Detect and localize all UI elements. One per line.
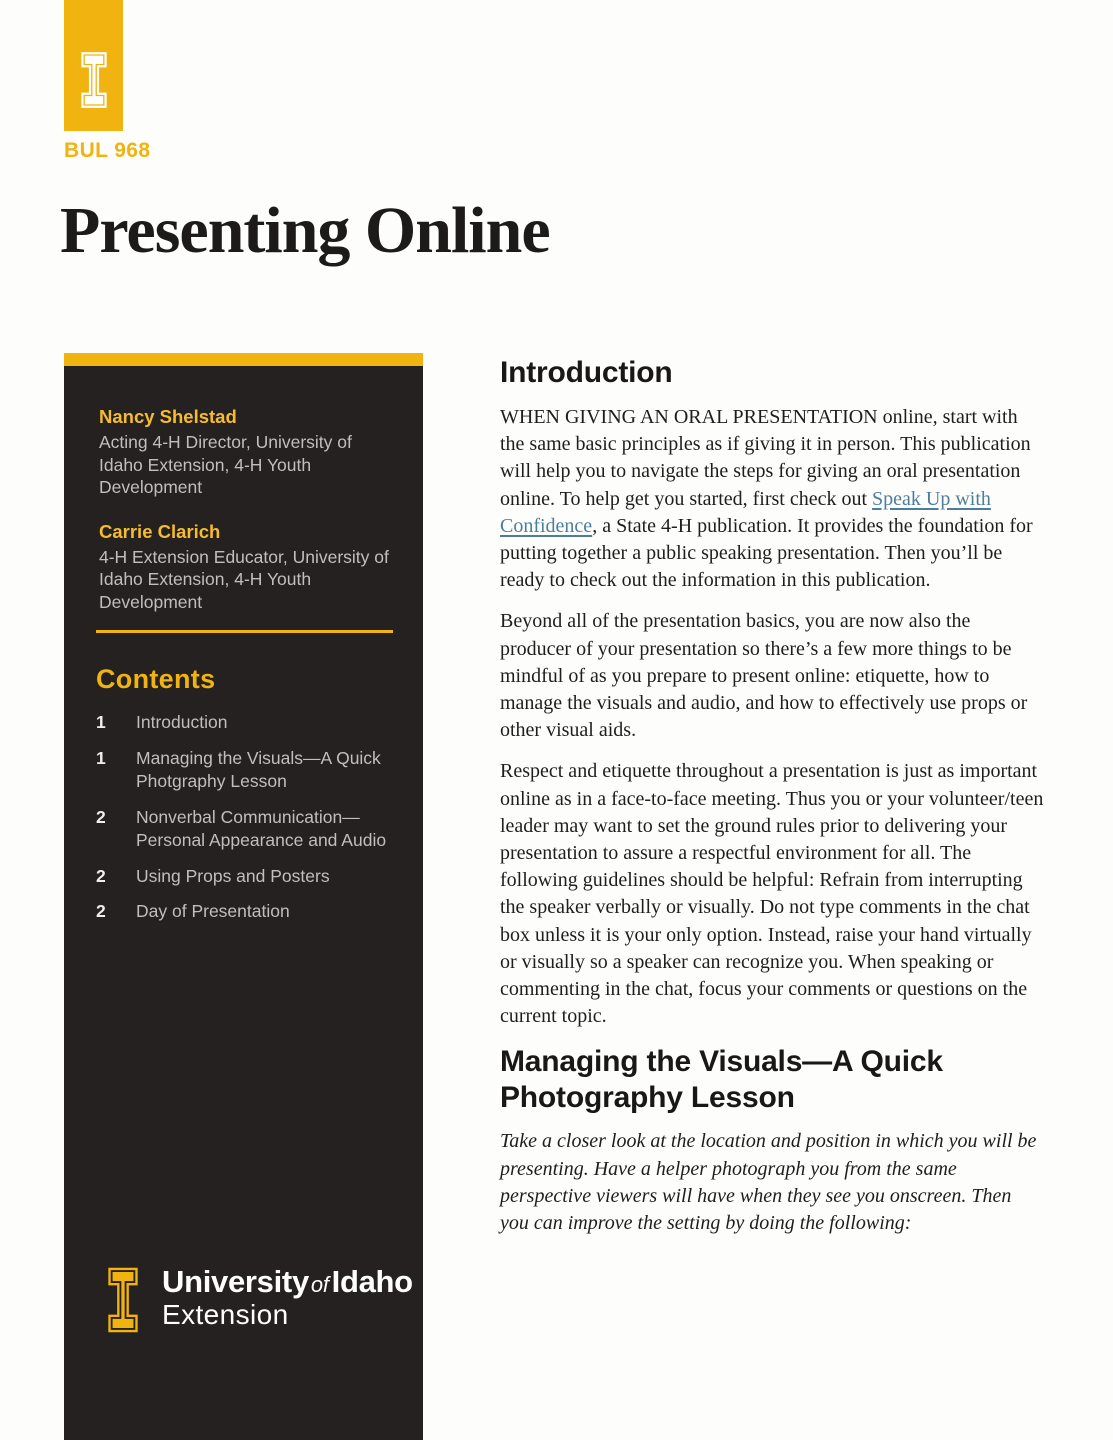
speak-up-with-confidence-link[interactable]: Speak Up with Confidence xyxy=(500,487,991,537)
intro-paragraph-2: Beyond all of the presentation basics, you are now also the producer of your presentation so there’s a few more things to be mindful of as you prepare to present online: etiquette, how to manage the visuals and audio, and how to effectively use props or other visual aids. xyxy=(500,610,1028,742)
uidaho-extension-logo xyxy=(101,1256,413,1344)
contents-item-label: Using Props and Posters xyxy=(136,865,330,886)
contents-page-number: 2 xyxy=(96,865,106,886)
author-block xyxy=(99,405,389,634)
contents-divider xyxy=(96,630,393,633)
contents-page-number: 2 xyxy=(96,806,106,827)
author-name: Nancy Shelstad xyxy=(99,406,237,427)
logo-word-of: of xyxy=(310,1272,329,1297)
logo-word-idaho: Idaho xyxy=(331,1264,413,1299)
sidebar xyxy=(64,353,423,1440)
logo-word-extension: Extension xyxy=(162,1299,289,1330)
author-entry xyxy=(99,405,389,499)
contents-item-label: Introduction xyxy=(136,712,228,732)
visuals-lead-paragraph: Take a closer look at the location and position in which you will be presenting. Have a helper photograph you from the same perspective viewers will have when they see you onscreen. Then you can improve the setting by doing the following: xyxy=(500,1130,1037,1235)
paragraph-text: , a State 4-H publication. It provides the foundation for putting together a public speaking presentation. Then you’ll be ready to check out the information in this publication. xyxy=(500,514,1033,592)
author-title: Acting 4-H Director, University of Idaho Extension, 4-H Youth Development xyxy=(99,432,352,497)
contents-page-number: 1 xyxy=(96,747,106,768)
author-title: 4-H Extension Educator, University of Idaho Extension, 4-H Youth Development xyxy=(99,546,389,612)
contents-item-label: Nonverbal Communication—Personal Appearance and Audio xyxy=(136,806,387,850)
logo-university-of-idaho xyxy=(162,1266,413,1300)
author-name: Carrie Clarich xyxy=(99,520,221,542)
paragraph-text: WHEN GIVING AN ORAL PRESENTATION online, start with the same basic principles as if giving it in person. This publication will help you to navigate the steps for giving an oral presentation online. To help get you started, first check out xyxy=(500,406,1031,510)
section-heading-managing-visuals: Managing the Visuals—A Quick Photography Lesson xyxy=(500,1045,943,1115)
sidebar-gold-stripe xyxy=(64,353,423,366)
contents-item xyxy=(96,806,393,853)
main-content xyxy=(500,355,1045,1251)
section-heading-introduction: Introduction xyxy=(500,356,673,389)
contents-item xyxy=(96,711,393,735)
intro-paragraph-3: Respect and etiquette throughout a presentation is just as important online as in a face-to-face meeting. Thus you or your volunteer/teen leader may want to set the ground rules prior to delivering your presentation to assure a respectful environment for all. The following guidelines should be helpful: Refrain from interrupting the speaker verbally or visually. Do not type comments in the chat box unless it is your only option. Instead, raise your hand virtually or visually so a speaker can recognize you. When speaking or commenting in the chat, focus your comments or questions on the current topic. xyxy=(500,760,1044,1028)
logo-wordmark xyxy=(162,1256,413,1330)
contents-list xyxy=(96,711,393,924)
table-of-contents xyxy=(96,630,393,936)
contents-item xyxy=(96,900,393,924)
bulletin-number: BUL 968 xyxy=(64,139,151,162)
page-title: Presenting Online xyxy=(60,194,550,267)
contents-item-label: Managing the Visuals—A Quick Photgraphy Lesson xyxy=(136,747,381,791)
contents-item xyxy=(96,865,393,889)
uidaho-brand-block xyxy=(64,0,123,131)
intro-paragraph-1 xyxy=(500,404,1045,594)
contents-page-number: 2 xyxy=(96,901,106,921)
contents-item-label: Day of Presentation xyxy=(136,901,290,921)
logo-word-university: University xyxy=(162,1264,309,1299)
contents-heading: Contents xyxy=(96,664,216,694)
block-i-icon xyxy=(75,42,113,118)
block-i-icon xyxy=(101,1256,145,1344)
contents-item xyxy=(96,747,393,794)
contents-page-number: 1 xyxy=(96,712,106,732)
author-entry xyxy=(99,520,389,614)
